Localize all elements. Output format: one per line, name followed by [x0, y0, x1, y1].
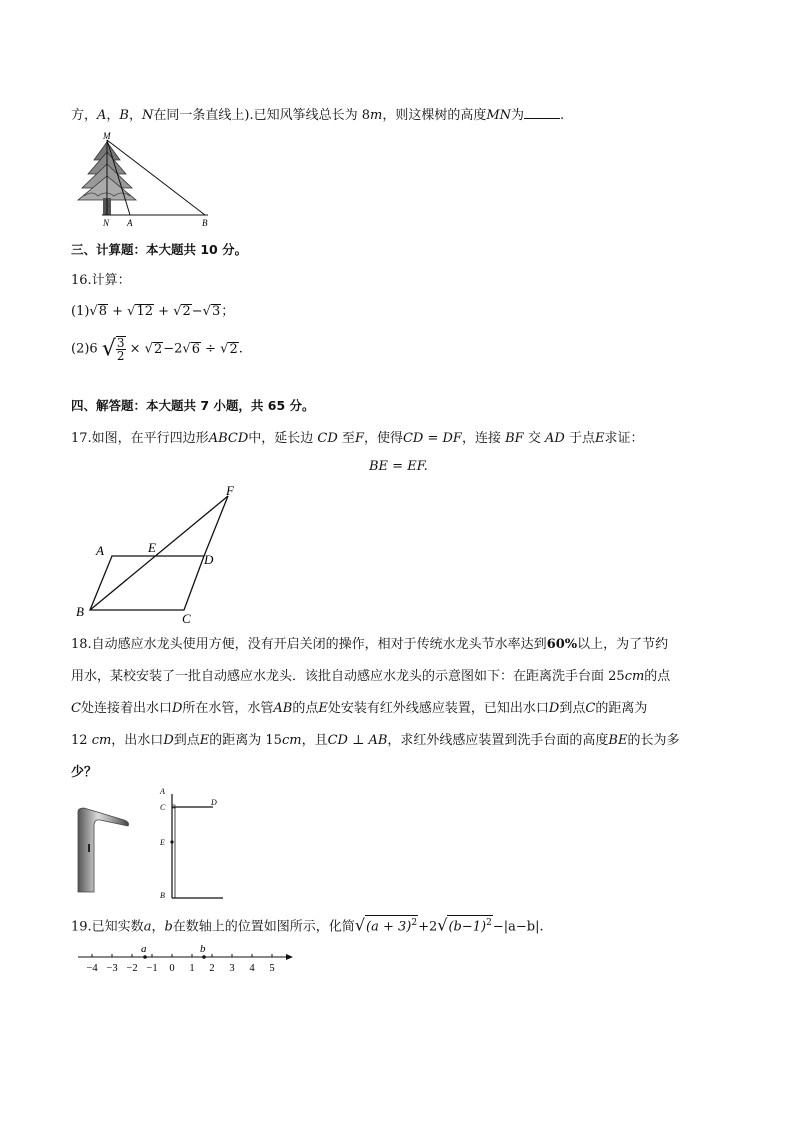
- tree-kite-figure: [72, 130, 222, 228]
- answer-blank[interactable]: [524, 108, 560, 119]
- faucet-icon: [78, 808, 129, 892]
- faucet-photo: [72, 806, 134, 896]
- q16-part2: (2)6 √ $\frac{3}{2}$ × √2−2√6 ÷ √2.: [71, 336, 243, 363]
- parallelogram-abcd: [90, 556, 204, 610]
- label-F: F: [226, 483, 234, 498]
- segment-df: [204, 496, 228, 556]
- section-title-3: 三、计算题：本大题共 10 分。: [71, 242, 248, 257]
- q16-stem: 16.计算：: [71, 273, 131, 288]
- axis-tick-label: 5: [269, 963, 275, 974]
- label-A: A: [96, 543, 104, 558]
- label-A: A: [127, 218, 133, 228]
- q18-line5: 少？: [71, 765, 98, 780]
- axis-tick-label: 1: [189, 963, 195, 974]
- label-N: N: [103, 218, 110, 228]
- q17-line1: 17.如图，在平行四边形ABCD中，延长边 CD 至F，使得CD = DF，连接 BF 交 AD 于点E求证：: [71, 431, 644, 446]
- section-title-4: 四、解答题：本大题共 7 小题，共 65 分。: [71, 398, 315, 413]
- label-D: D: [204, 552, 214, 567]
- axis-arrow-icon: [286, 954, 293, 960]
- label-C: C: [160, 803, 166, 812]
- axis-tick-label: 2: [209, 963, 215, 974]
- point-label-a: a: [141, 943, 147, 955]
- q15-line: 方，A，B，N在同一条直线上).已知风筝线总长为 8m，则这棵树的高度MN为 .: [71, 108, 565, 123]
- q18-line3: C处连接着出水口D所在水管，水管AB的点E处安装有红外线感应装置，已知出水口D到点C的距离为: [71, 701, 648, 716]
- axis-tick-label: 4: [249, 963, 255, 974]
- label-A: A: [160, 787, 165, 796]
- label-E: E: [160, 838, 165, 847]
- point-b: [202, 955, 206, 959]
- axis-tick-label: −3: [106, 963, 118, 974]
- label-B: B: [202, 218, 208, 228]
- axis-tick-label: 0: [169, 963, 175, 974]
- label-C: C: [182, 611, 191, 626]
- q16-part1: (1)√8 + √12 + √2−√3；: [71, 304, 235, 319]
- q18-line4: 12 cm，出水口D到点E的距离为 15cm，且CD ⊥ AB，求红外线感应装置到洗手台面的高度BE的长为多: [71, 733, 680, 748]
- axis-tick-label: −4: [86, 963, 98, 974]
- kite-line-mb: [107, 140, 205, 215]
- axis-tick-label: −2: [126, 963, 138, 974]
- number-line: [74, 940, 296, 976]
- q19-line: 19.已知实数a，b在数轴上的位置如图所示，化简$√(a + 3)^2+2√(b-1)^2-|a-b|$.: [71, 915, 544, 935]
- parallelogram-figure: [72, 480, 242, 626]
- sensor-dot: [170, 840, 173, 843]
- q18-line1: 18.自动感应水龙头使用方便，没有开启关闭的操作，相对于传统水龙头节水率达到60%以上，为了节约: [71, 637, 669, 652]
- q17-line2: BE = EF.: [369, 459, 428, 474]
- point-label-b: b: [200, 943, 206, 955]
- axis-tick-label: −1: [146, 963, 158, 974]
- label-M: M: [103, 131, 111, 141]
- fraction-3-over-2: $\frac{3}{2}$: [116, 336, 125, 363]
- axis-tick-label: 3: [229, 963, 235, 974]
- label-B: B: [160, 891, 165, 900]
- label-B: B: [76, 604, 84, 619]
- point-a: [143, 955, 147, 959]
- label-D: D: [211, 798, 217, 807]
- q18-line2: 用水，某校安装了一批自动感应水龙头．该批自动感应水龙头的示意图如下：在距离洗手台面 25cm的点: [71, 669, 671, 684]
- faucet-schematic: [155, 786, 235, 902]
- label-E: E: [148, 540, 156, 555]
